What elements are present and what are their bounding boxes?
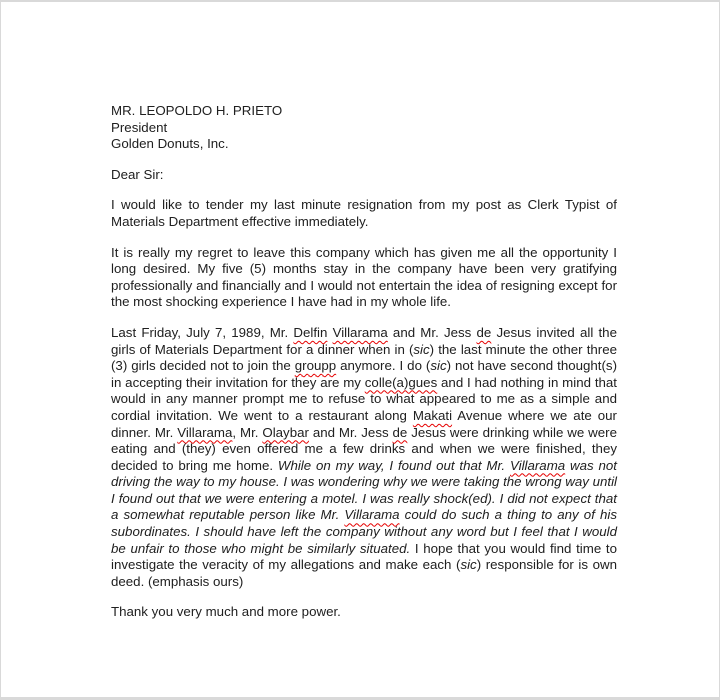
text-segment: Jesus invited all the girls of Materials Department for a dinner when in (: [111, 324, 617, 357]
text-segment: While on my way, I found out that Mr.: [277, 457, 510, 473]
text-segment: sic: [413, 341, 430, 357]
text-segment: anymore. I do (: [336, 358, 431, 374]
misspelled-word: de: [476, 324, 492, 340]
misspelled-word: de: [392, 424, 408, 440]
text-segment: ) not have second thought(s) in accepting their invitation for they are my: [111, 358, 618, 390]
text-segment: and Mr. Jess: [308, 424, 393, 440]
recipient-name: MR. LEOPOLDO H. PRIETO: [111, 103, 283, 118]
text-segment: sic: [430, 358, 447, 374]
recipient-title: President: [111, 119, 168, 135]
text-segment: ) the last minute the other three (3) girls decided not to join the: [111, 341, 618, 374]
text-segment: was not driving the way to my house. I was wondering why we were taking the wrong way until I found out that we were entering a motel. I was really shock(ed). I did not expect that a somewhat reputable person like Mr.: [111, 457, 617, 523]
misspelled-word: Villarama: [177, 424, 233, 440]
misspelled-word: Makati: [412, 407, 453, 423]
text-segment: could do such a thing to any of his subordinates. I should have left the company without any word but I feel that I would be unfair to those who might be similarly situated.: [111, 507, 617, 556]
text-segment: ) responsible for is own deed. (emphasis ours): [111, 557, 617, 589]
misspelled-word: Villarama: [509, 457, 566, 473]
misspelled-word: Delfin: [293, 324, 328, 340]
text-segment: and I had nothing in mind that would in any manner prompt me to refuse to what appeared to me as a simple and cordial invitation. We went to a restaurant along: [111, 374, 617, 423]
resignation-letter: [1, 2, 617, 621]
text-segment: Avenue where we ate our dinner. Mr.: [111, 407, 617, 440]
recipient-company: Golden Donuts, Inc.: [111, 136, 229, 152]
text-segment: I would like to tender my last minute resignation from my post as Clerk Typist of Materials Department effective immediately.: [111, 197, 617, 229]
text-segment: I hope that you would find time to investigate the veracity of my allegations and make each (: [111, 540, 618, 573]
misspelled-word: colle(a)gues: [364, 374, 438, 390]
misspelled-word: Villarama: [344, 507, 400, 523]
closing-line: Thank you very much and more power.: [111, 604, 341, 620]
text-segment: , Mr.: [232, 424, 263, 440]
misspelled-word: groupp: [294, 358, 337, 374]
misspelled-word: Olaybar: [262, 424, 309, 440]
paragraph: [111, 197, 617, 230]
text-segment: and Mr. Jess: [387, 324, 477, 340]
recipient-block: [111, 103, 617, 153]
paragraph: [111, 245, 617, 311]
text-segment: Jesus were drinking while we were eating and (they) even offered me a few drinks and when we were finished, they decided to bring me home.: [111, 424, 617, 473]
misspelled-word: Villarama: [332, 324, 388, 340]
text-segment: Last Friday, July 7, 1989, Mr.: [111, 324, 294, 340]
text-segment: sic: [460, 557, 477, 573]
letter-body: [111, 197, 617, 590]
salutation: Dear Sir:: [111, 166, 164, 182]
paragraph: [111, 325, 617, 591]
text-segment: It is really my regret to leave this company which has given me all the opportunity I long desired. My five (5) months stay in the company have been very gratifying professionally and financially and I would not entertain the idea of resigning except for the most shocking experience I have had in my whole life.: [111, 244, 617, 310]
